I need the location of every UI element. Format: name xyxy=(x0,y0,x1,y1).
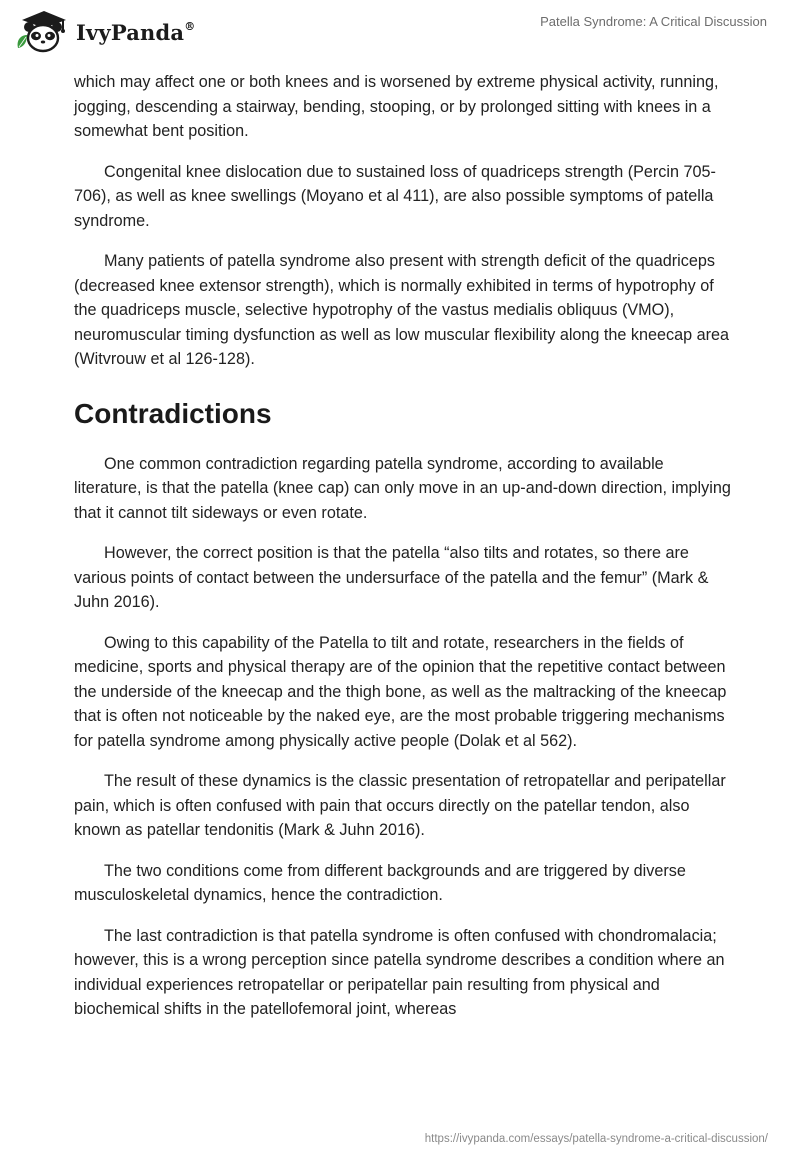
ivypanda-logo[interactable] xyxy=(14,8,195,54)
page-header xyxy=(0,0,800,70)
brand-name: IvyPanda® xyxy=(76,19,196,45)
paragraph: Owing to this capability of the Patella to tilt and rotate, researchers in the fields of medicine, sports and physical therapy are of the opinion that the repetitive contact between the underside of the kneecap and the thigh bone, as well as the maltracking of the kneecap that is often not noticeable by the naked eye, are the most probable triggering mechanisms for patella syndrome among physically active people (Dolak et al 562). xyxy=(74,633,727,750)
paragraph: which may affect one or both knees and is worsened by extreme physical activity, running, jogging, descending a stairway, bending, stooping, or by prolonged sitting with knees in a somewhat bent position. xyxy=(74,73,719,140)
registered-mark: ® xyxy=(184,19,196,33)
paragraph: The last contradiction is that patella syndrome is often confused with chondromalacia; however, this is a wrong perception since patella syndrome describes a condition where an individual experiences retropatellar or peripatellar pain resulting from physical and biochemical shifts in the patellofemoral joint, whereas xyxy=(74,926,725,1018)
article-body xyxy=(74,70,734,1038)
paragraph: One common contradiction regarding patella syndrome, according to available literature, is that the patella (knee cap) can only move in an up-and-down direction, implying that it cannot tilt sideways or even rotate. xyxy=(74,454,731,522)
section-heading: Contradictions xyxy=(74,397,272,429)
paragraph: Congenital knee dislocation due to sustained loss of quadriceps strength (Percin 705-706), as well as knee swellings (Moyano et al 411), are also possible symptoms of patella syndrome. xyxy=(74,162,716,230)
paragraph: Many patients of patella syndrome also present with strength deficit of the quadriceps (decreased knee extensor strength), which is normally exhibited in terms of hypotrophy of the quadriceps muscle, selective hypotrophy of the vastus medialis obliquus (VMO), neuromuscular timing dysfunction as well as low muscular flexibility along the kneecap area (Witvrouw et al 126-128). xyxy=(74,252,730,368)
source-url[interactable]: https://ivypanda.com/essays/patella-syndrome-a-critical-discussion/ xyxy=(424,1133,768,1145)
paragraph: However, the correct position is that the patella “also tilts and rotates, so there are various points of contact between the undersurface of the patella and the femur” (Mark & Juhn 2016). xyxy=(74,544,709,611)
document-title: Patella Syndrome: A Critical Discussion xyxy=(540,14,767,29)
paragraph: The result of these dynamics is the classic presentation of retropatellar and peripatellar pain, which is often confused with pain that occurs directly on the patellar tendon, also known as patellar tendonitis (Mark & Juhn 2016). xyxy=(74,772,726,839)
paragraph: The two conditions come from different backgrounds and are triggered by diverse musculoskeletal dynamics, hence the contradiction. xyxy=(74,861,686,904)
panda-graduate-logo-icon xyxy=(14,8,70,54)
